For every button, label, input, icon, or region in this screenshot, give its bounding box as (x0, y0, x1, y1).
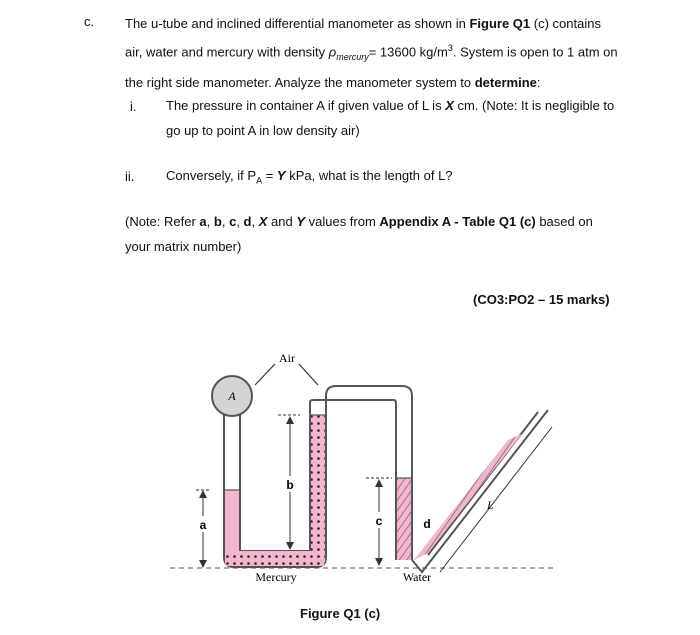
item-i-marker: i. (130, 99, 137, 114)
water-label: Water (402, 570, 432, 584)
question-label: c. (84, 14, 95, 29)
container-a-label: A (228, 389, 236, 403)
inclined-water (414, 434, 522, 560)
note-paragraph: (Note: Refer a, b, c, d, X and Y values from Appendix A - Table Q1 (c) based on your matrix number) (125, 214, 593, 254)
dim-l-label: L (487, 498, 494, 512)
air-label: Air (279, 351, 295, 365)
dim-d-label: d (423, 517, 431, 531)
inclined-tube-inner (428, 412, 538, 555)
marks-label: (CO3:PO2 – 15 marks) (473, 292, 610, 307)
mercury-bottom (225, 551, 325, 566)
figure-caption: Figure Q1 (c) (300, 606, 381, 621)
item-ii-text: Conversely, if $P_A = Y$ kPa, what is the length of L? (166, 168, 453, 186)
mercury-left-leg (225, 490, 239, 551)
mercury-right-leg (311, 415, 325, 552)
dim-c-label: c (375, 514, 383, 528)
dim-a-label: a (199, 518, 207, 532)
question-intro: The u-tube and inclined differential manometer as shown in Figure Q1 (c) contains air, water and mercury with density $\rho_{mercury}= 13600$ $kg/m^3$. System is open to 1 atm on the right side manometer. Analyze the manometer system to determine: (125, 16, 618, 90)
water-column (397, 478, 411, 560)
item-ii-marker: ii. (125, 169, 135, 184)
dim-b-label: b (286, 478, 294, 492)
item-i-text: The pressure in container A if given value of L is X cm. (Note: It is negligible to go up to point A in low density air) (166, 98, 615, 138)
mercury-label: Mercury (255, 570, 297, 584)
